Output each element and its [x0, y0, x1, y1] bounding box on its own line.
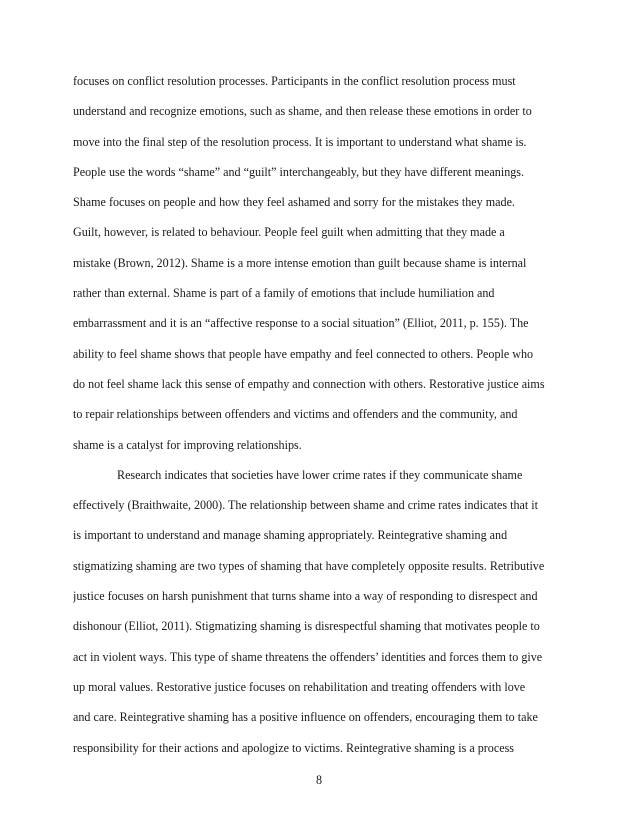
- text-line: act in violent ways. This type of shame threatens the offenders’ identities and forces them to give: [73, 649, 543, 664]
- text-line: is important to understand and manage shaming appropriately. Reintegrative shaming and: [73, 528, 508, 543]
- text-line: ability to feel shame shows that people have empathy and feel connected to others. People who: [73, 346, 534, 361]
- paragraph-start-line: Research indicates that societies have lower crime rates if they communicate shame: [117, 467, 523, 482]
- text-line: move into the final step of the resolution process. It is important to understand what shame is.: [73, 134, 527, 149]
- page-number: 8: [315, 773, 323, 787]
- text-line: to repair relationships between offenders and victims and offenders and the community, and: [73, 407, 518, 422]
- body-text: [73, 66, 573, 763]
- text-line: Shame focuses on people and how they feel ashamed and sorry for the mistakes they made.: [73, 195, 515, 210]
- text-line: rather than external. Shame is part of a family of emotions that include humiliation and: [73, 286, 495, 301]
- text-line: do not feel shame lack this sense of empathy and connection with others. Restorative justice aims: [73, 376, 545, 391]
- text-line: up moral values. Restorative justice focuses on rehabilitation and treating offenders with love: [73, 679, 526, 694]
- text-line: People use the words “shame” and “guilt” interchangeably, but they have different meanings.: [73, 164, 525, 179]
- text-line: effectively (Braithwaite, 2000). The relationship between shame and crime rates indicates that it: [73, 498, 538, 513]
- text-line: understand and recognize emotions, such as shame, and then release these emotions in order to: [73, 104, 532, 119]
- text-line: stigmatizing shaming are two types of shaming that have completely opposite results. Retributive: [73, 558, 545, 573]
- text-line: and care. Reintegrative shaming has a positive influence on offenders, encouraging them to take: [73, 710, 538, 725]
- text-line: mistake (Brown, 2012). Shame is a more intense emotion than guilt because shame is internal: [73, 255, 527, 270]
- text-line: Guilt, however, is related to behaviour. People feel guilt when admitting that they made a: [73, 225, 505, 240]
- text-line: focuses on conflict resolution processes. Participants in the conflict resolution process must: [73, 74, 516, 88]
- text-line: responsibility for their actions and apologize to victims. Reintegrative shaming is a process: [73, 740, 514, 755]
- text-line: embarrassment and it is an “affective response to a social situation” (Elliot, 2011, p. 155). The: [73, 316, 529, 331]
- text-line: justice focuses on harsh punishment that turns shame into a way of responding to disrespect and: [73, 589, 538, 604]
- text-line: shame is a catalyst for improving relationships.: [73, 437, 302, 452]
- text-line: dishonour (Elliot, 2011). Stigmatizing shaming is disrespectful shaming that motivates people to: [73, 619, 540, 634]
